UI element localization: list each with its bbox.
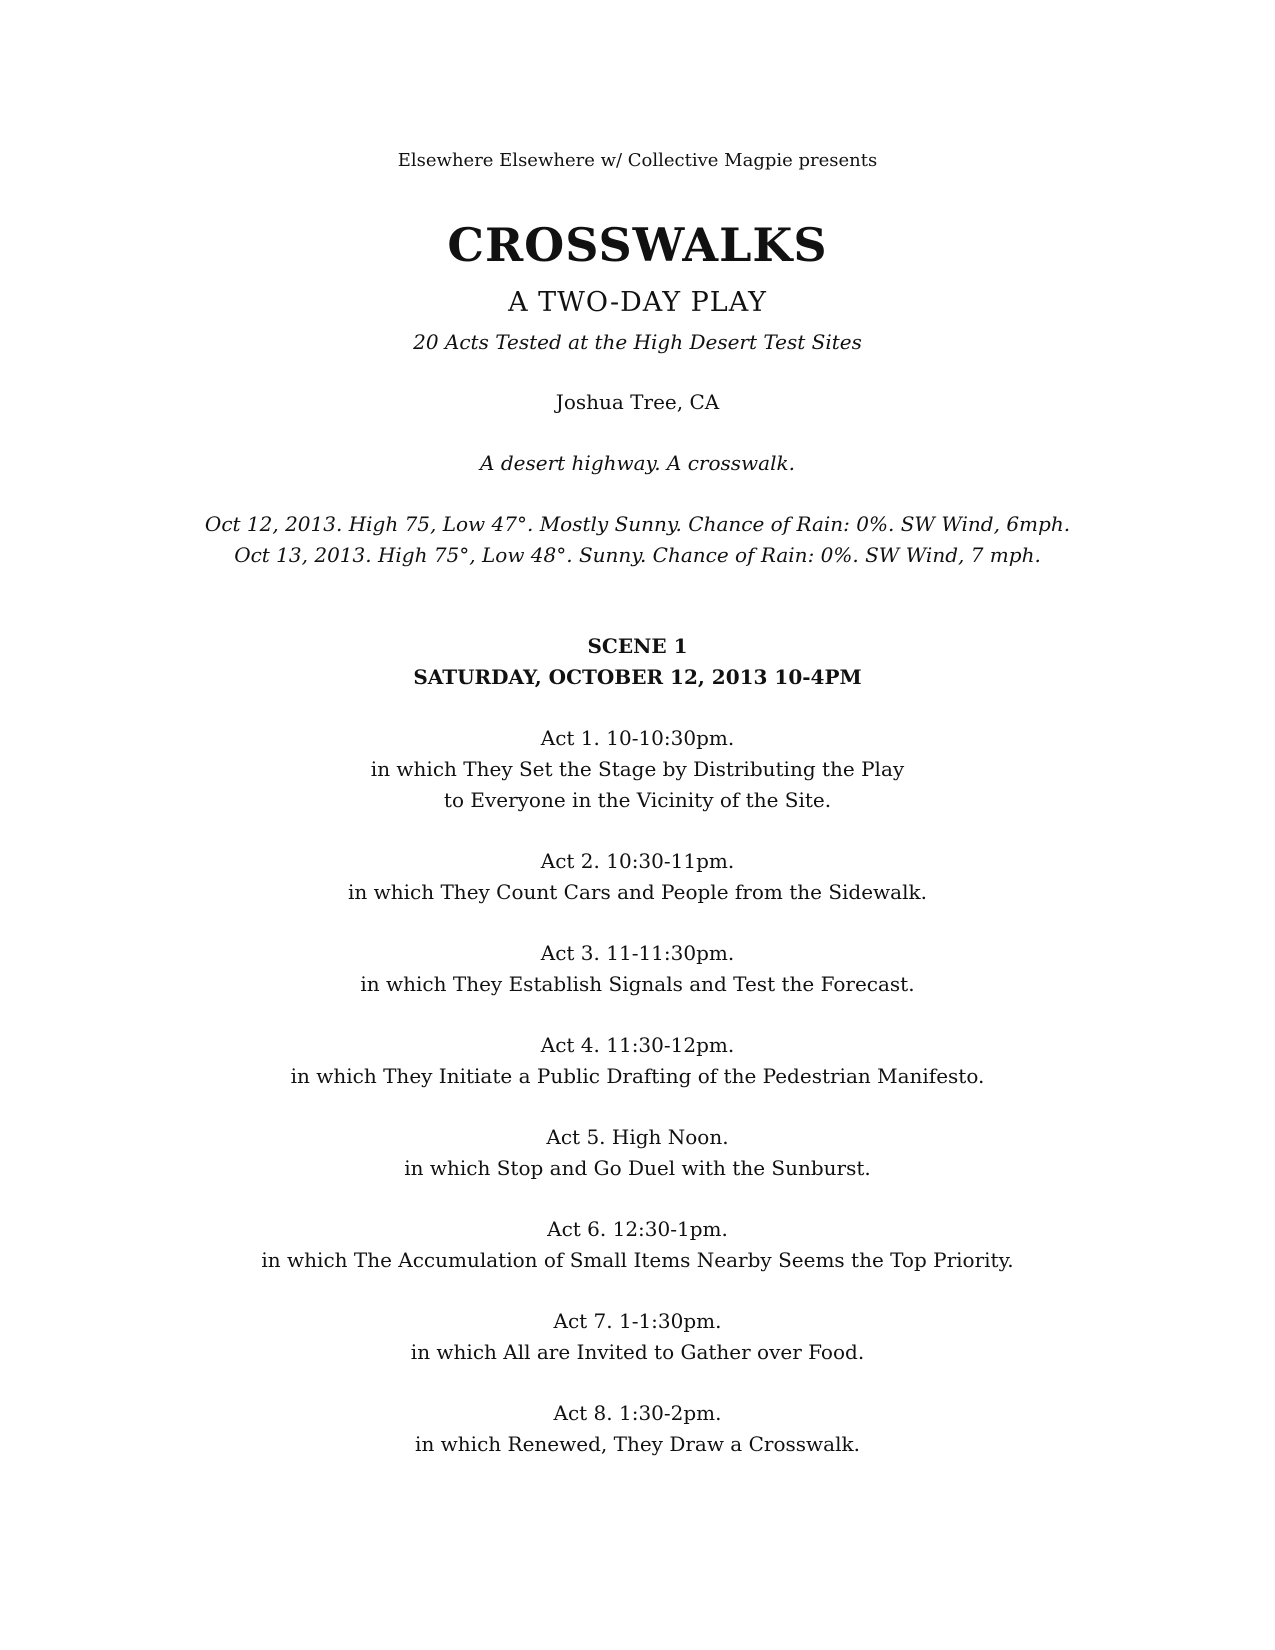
weather-line-1: Oct 12, 2013. High 75, Low 47°. Mostly Sunny. Chance of Rain: 0%. SW Wind, 6mph.: [204, 512, 1071, 536]
act-1-description-line-1: in which They Set the Stage by Distributing the Play: [370, 757, 905, 781]
act-8-description: in which Renewed, They Draw a Crosswalk.: [415, 1432, 860, 1456]
document-subtitle: A TWO-DAY PLAY: [508, 287, 767, 318]
act-5-time: Act 5. High Noon.: [546, 1125, 729, 1149]
act-7-description: in which All are Invited to Gather over Food.: [410, 1340, 865, 1364]
act-1-time: Act 1. 10-10:30pm.: [540, 726, 735, 750]
act-5-description: in which Stop and Go Duel with the Sunburst.: [404, 1156, 871, 1180]
presenter-line: Elsewhere Elsewhere w/ Collective Magpie presents: [397, 150, 878, 171]
act-3-time: Act 3. 11-11:30pm.: [540, 941, 735, 965]
act-6-time: Act 6. 12:30-1pm.: [547, 1217, 728, 1241]
act-7-time: Act 7. 1-1:30pm.: [553, 1309, 722, 1333]
setting-line: A desert highway. A crosswalk.: [480, 451, 795, 475]
weather-line-2: Oct 13, 2013. High 75°, Low 48°. Sunny. Chance of Rain: 0%. SW Wind, 7 mph.: [234, 543, 1041, 567]
scene-title: SCENE 1: [587, 634, 688, 658]
act-4-description: in which They Initiate a Public Drafting of the Pedestrian Manifesto.: [290, 1064, 985, 1088]
act-4-time: Act 4. 11:30-12pm.: [540, 1033, 735, 1057]
scene-date: SATURDAY, OCTOBER 12, 2013 10-4PM: [413, 665, 862, 689]
document-title: CROSSWALKS: [447, 218, 828, 272]
act-2-description: in which They Count Cars and People from the Sidewalk.: [348, 880, 927, 904]
act-2-time: Act 2. 10:30-11pm.: [540, 849, 735, 873]
act-8-time: Act 8. 1:30-2pm.: [553, 1401, 722, 1425]
document-tagline: 20 Acts Tested at the High Desert Test Sites: [413, 330, 862, 354]
act-1-description-line-2: to Everyone in the Vicinity of the Site.: [443, 788, 832, 812]
location-line: Joshua Tree, CA: [555, 390, 720, 414]
act-6-description: in which The Accumulation of Small Items Nearby Seems the Top Priority.: [261, 1248, 1014, 1272]
act-3-description: in which They Establish Signals and Test the Forecast.: [360, 972, 915, 996]
